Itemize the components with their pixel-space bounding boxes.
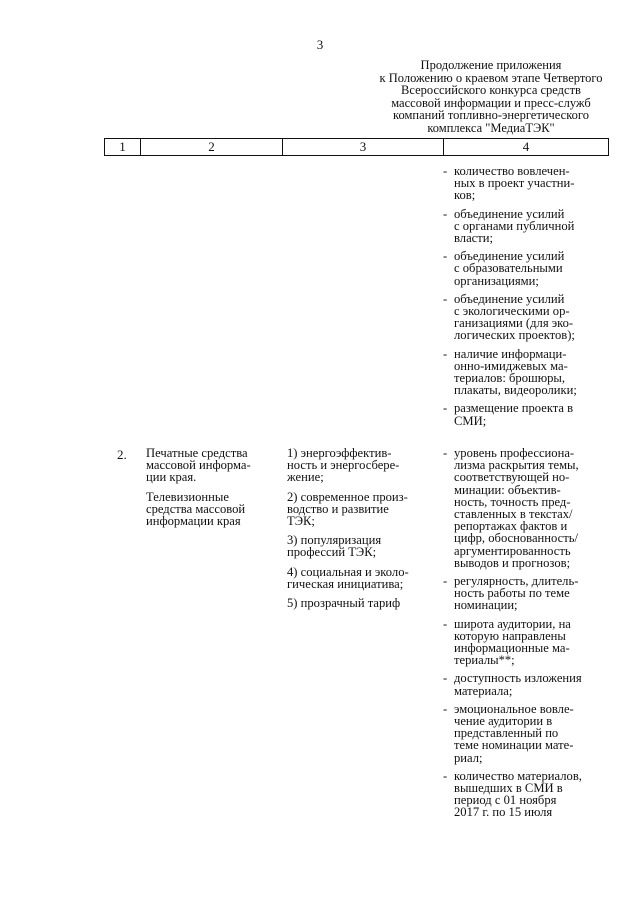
criterion-line: с экологическими ор- [454,304,570,319]
criterion-line: организациями; [454,273,539,288]
criterion-line: теме номинации мате- [454,738,574,753]
nomination-item-line: 2) современное произ- [287,489,408,504]
row-number: 2. [117,447,127,462]
nomination-item-line: профессий ТЭК; [287,545,377,560]
header-note-line: к Положению о краевом этапе Четвертого [379,70,603,85]
criterion-line: период с 01 ноября [454,793,557,808]
criterion-item [443,293,611,342]
nomination-item-line: 3) популяризация [287,533,382,548]
criterion-text [454,250,564,287]
criterion-line: ков; [454,188,476,203]
criterion-line: эмоциональное вовле- [454,701,574,716]
criterion-item [443,250,611,287]
criterion-line: ность работы по теме [454,586,570,601]
nomination-item-line: ТЭК; [287,514,315,529]
criterion-line: доступность изложения [454,671,582,686]
criterion-line: лизма раскрытия темы, [454,458,579,473]
list-dash: - [443,401,448,416]
list-dash: - [443,164,448,178]
media-type-line: ции края. [146,470,197,485]
criterion-line: уровень профессиона- [454,446,575,460]
criterion-line: наличие информаци- [454,346,567,361]
criterion-line: информационные ма- [454,641,570,656]
table-column-numbers [104,138,609,156]
criterion-text [454,575,578,612]
list-dash: - [443,346,448,361]
criterion-line: цифр, обоснованность/ [454,531,578,546]
criterion-text [454,402,573,426]
nomination-item [287,534,437,558]
criterion-line: ставленных в текстах/ [454,507,573,522]
column-number-1: 1 [105,139,141,155]
criterion-line: териалы**; [454,653,515,668]
criterion-item [443,447,611,569]
nomination-item-line: 1) энергоэффектив- [287,446,392,460]
criterion-line: ность, точность пред- [454,494,571,509]
criterion-line: власти; [454,231,493,246]
criterion-line: объединение усилий [454,206,565,221]
page-number: 3 [316,37,324,52]
criterion-item [443,575,611,612]
criterion-line: логических проектов); [454,328,575,343]
criterion-item [443,348,611,397]
criterion-line: минации: объектив- [454,482,561,497]
criterion-line: 2017 г. по 15 июля [454,805,553,820]
criterion-text [454,165,574,202]
appendix-continuation-note [364,59,618,135]
header-note-line: Продолжение приложения [420,58,562,72]
list-dash: - [443,206,448,221]
criterion-line: объединение усилий [454,249,565,264]
criterion-line: онно-имиджевых ма- [454,358,568,373]
criterion-text [454,293,575,342]
criterion-item [443,402,611,426]
criterion-line: количество материалов, [454,768,582,783]
criterion-line: которую направлены [454,628,566,643]
criteria-column-continued [443,165,611,433]
criterion-line: риал; [454,750,483,765]
list-dash: - [443,701,448,716]
nominations-column [287,447,437,616]
nomination-item-line: водство и развитие [287,501,389,516]
media-type [146,447,274,484]
criterion-line: размещение проекта в [454,401,574,416]
criterion-line: регулярность, длитель- [454,574,579,589]
criterion-item [443,208,611,245]
criterion-item [443,618,611,667]
list-dash: - [443,768,448,783]
criterion-text [454,672,582,696]
list-dash: - [443,446,448,460]
list-dash: - [443,671,448,686]
nomination-item [287,491,437,528]
criterion-line: количество вовлечен- [454,164,570,178]
criterion-line: аргументированность [454,543,571,558]
header-note-line: компаний топливно-энергетического [393,108,589,123]
nomination-item-line: гическая инициатива; [287,576,404,591]
criterion-text [454,770,582,819]
criterion-text [454,618,571,667]
criterion-line: териалов: брошюры, [454,371,566,386]
criterion-line: выводов и прогнозов; [454,555,571,570]
nomination-item-line: ность и энергосбере- [287,458,400,473]
list-dash: - [443,249,448,264]
nomination-item-line: 5) прозрачный тариф [287,596,401,611]
nomination-item-line: жение; [287,470,324,485]
media-type-line: Печатные средства [146,446,248,460]
media-type-line: средства массовой [146,501,246,516]
criterion-text [454,447,579,569]
list-dash: - [443,574,448,589]
header-note-line: Всероссийского конкурса средств [401,83,581,98]
criterion-item [443,770,611,819]
participants-column [146,447,274,534]
criterion-item [443,672,611,696]
criterion-line: ных в проект участни- [454,176,575,191]
criterion-line: СМИ; [454,413,487,428]
list-dash: - [443,616,448,631]
criterion-line: ганизациями (для эко- [454,316,574,331]
nomination-item-line: 4) социальная и эколо- [287,564,409,579]
column-number-3: 3 [283,139,444,155]
media-type-line: информации края [146,514,241,529]
criterion-text [454,348,577,397]
criterion-text [454,208,574,245]
criterion-line: репортажах фактов и [454,519,568,534]
criteria-column [443,447,611,825]
criterion-line: чение аудитории в [454,714,553,729]
criterion-line: с образовательными [454,261,563,276]
criterion-line: вышедших в СМИ в [454,781,563,796]
nomination-item [287,597,437,609]
criterion-line: плакаты, видеоролики; [454,383,577,398]
column-number-4: 4 [522,139,530,154]
header-note-line: комплекса "МедиаТЭК" [427,120,555,135]
criterion-line: с органами публичной [454,218,575,233]
nomination-item [287,566,437,590]
column-number-2: 2 [141,139,283,155]
criterion-line: материала; [454,683,513,698]
criterion-item [443,165,611,202]
criterion-item [443,703,611,764]
criterion-line: соответствующей но- [454,470,570,485]
criterion-line: номинации; [454,598,518,613]
nomination-item [287,447,437,484]
criterion-line: объединение усилий [454,291,565,306]
media-type-line: массовой информа- [146,458,251,473]
criterion-text [454,703,574,764]
criterion-line: широта аудитории, на [454,616,571,631]
list-dash: - [443,291,448,306]
media-type [146,491,274,528]
media-type-line: Телевизионные [146,489,229,504]
criterion-line: представленный по [454,726,559,741]
header-note-line: массовой информации и пресс-служб [391,95,591,110]
